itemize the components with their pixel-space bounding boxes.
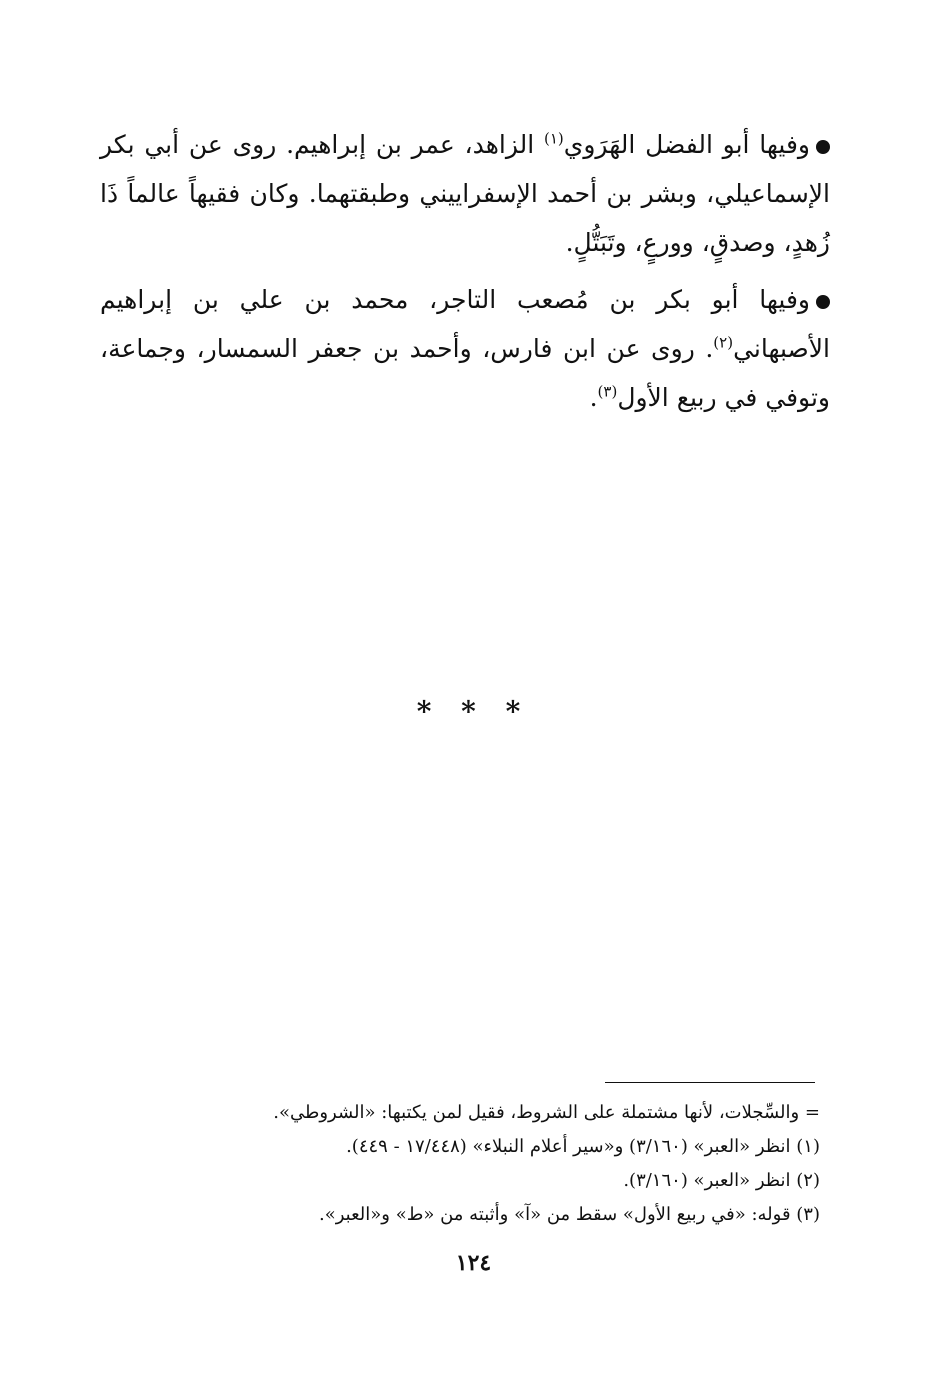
entry-text-middle: . روى عن ابن فارس، وأحمد بن جعفر السمسار، وجماعة، وتوفي في ربيع الأول <box>100 334 830 412</box>
footnote-2: (٢) انظر «العبر» (٣/١٦٠). <box>623 1170 820 1191</box>
footnote-ref-1[interactable]: (١) <box>544 129 564 148</box>
entry-abu-al-fadl-al-harawi <box>100 120 830 267</box>
entry-abu-bakr-ibn-musab <box>100 275 830 422</box>
entry-text-start: وفيها أبو بكر بن مُصعب التاجر، محمد بن علي بن إبراهيم الأصبهاني <box>100 285 830 363</box>
footnotes <box>180 1096 820 1232</box>
footnote-continuation: = والسِّجلات، لأنها مشتملة على الشروط، فقيل لمن يكتبها: «الشروطي». <box>273 1102 820 1123</box>
entry-text-start: وفيها أبو الفضل الهَرَوي <box>563 130 810 159</box>
bullet-icon <box>816 140 830 154</box>
footnote-ref-2[interactable]: (٢) <box>713 333 734 352</box>
page-number: ١٢٤ <box>455 1250 492 1276</box>
bullet-icon <box>816 295 830 309</box>
asterism-separator: * * * <box>416 695 531 728</box>
footnote-1: (١) انظر «العبر» (٣/١٦٠) و«سير أعلام النبلاء» (١٧/٤٤٨ - ٤٤٩). <box>346 1136 820 1157</box>
entry-text-end: الزاهد، عمر بن إبراهيم. روى عن أبي بكر الإسماعيلي، وبشر بن أحمد الإسفراييني وطبقتهما. وكان فقيهاً عالماً ذَا زُهدٍ، وصدقٍ، وورعٍ، وتَبَتُّلٍ. <box>100 130 830 257</box>
entry-text-end: . <box>589 383 598 412</box>
main-text <box>100 120 830 430</box>
footnote-3: (٣) قوله: «في ربيع الأول» سقط من «آ» وأثبته من «ط» و«العبر». <box>319 1204 820 1225</box>
footnote-divider <box>605 1082 815 1083</box>
footnote-ref-3[interactable]: (٣) <box>597 382 618 401</box>
